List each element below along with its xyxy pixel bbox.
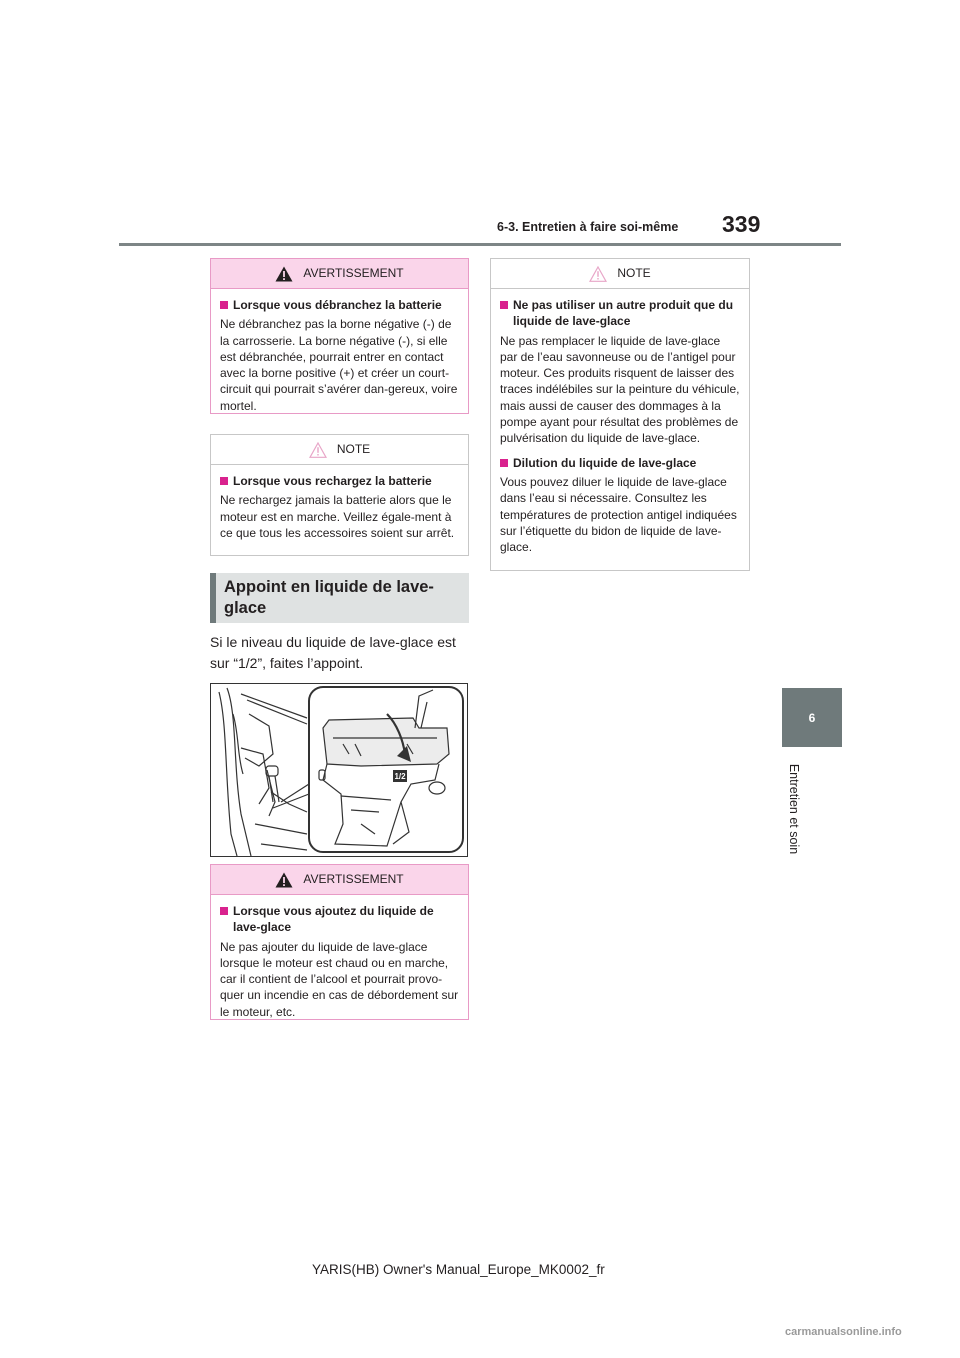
note-item: [500, 297, 740, 447]
watermark-logo: carmanualsonline.info: [785, 1326, 902, 1338]
section-heading: Appoint en liquide de lave-glace: [210, 573, 469, 623]
page-number: 339: [722, 211, 761, 237]
note-header: [491, 259, 749, 289]
note-item: [500, 455, 740, 556]
note-subheading-text: Lorsque vous rechargez la batterie: [233, 474, 432, 488]
warning-triangle-icon: [275, 266, 293, 282]
header-divider: [119, 243, 841, 246]
header-section-title: 6-3. Entretien à faire soi-même: [497, 220, 679, 234]
warning-label: AVERTISSEMENT: [303, 872, 404, 887]
warning-box-washer: [210, 864, 469, 1020]
note-subheading: [220, 473, 459, 489]
square-bullet-icon: [220, 477, 228, 485]
chapter-side-label: [787, 760, 801, 858]
caution-triangle-icon: [309, 442, 327, 458]
engine-bay-drawing: [211, 684, 467, 856]
warning-label: AVERTISSEMENT: [303, 266, 404, 281]
caution-triangle-icon: [589, 266, 607, 282]
note-label: NOTE: [617, 266, 651, 281]
note-subheading: [500, 297, 740, 330]
washer-reservoir-illustration: [210, 683, 468, 857]
square-bullet-icon: [500, 301, 508, 309]
note-subheading: [500, 455, 740, 471]
warning-subheading: [220, 297, 459, 313]
warning-subheading-text: Lorsque vous ajoutez du liquide de lave-glace: [233, 904, 434, 935]
square-bullet-icon: [220, 907, 228, 915]
warning-text: Ne débranchez pas la borne négative (-) de la carrosserie. La borne négative (-), si elle est débranchée, pourrait entrer en contact avec la borne positive (+) et créer un court-circuit qui pourrait s’avérer dan-gereux, voire mortel.: [220, 317, 458, 413]
warning-box-battery: [210, 258, 469, 414]
body-paragraph: Si le niveau du liquide de lave-glace est sur “1/2”, faites l’appoint.: [210, 634, 456, 671]
note-subheading-text: Ne pas utiliser un autre produit que du liquide de lave-glace: [513, 298, 734, 329]
warning-text: Ne pas ajouter du liquide de lave-glace lorsque le moteur est chaud ou en marche, car il contient de l’alcool et pourrait provo-quer un incendie en cas de débordement sur le moteur, etc.: [220, 939, 459, 1019]
footer-manual-id: YARIS(HB) Owner's Manual_Europe_MK0002_fr: [312, 1262, 605, 1277]
chapter-number: 6: [808, 710, 816, 725]
chapter-title: Entretien et soin: [787, 763, 801, 855]
square-bullet-icon: [500, 459, 508, 467]
warning-header: [211, 865, 468, 895]
note-subheading-text: Dilution du liquide de lave-glace: [513, 455, 697, 470]
note-text: Ne rechargez jamais la batterie alors que le moteur est en marche. Veillez égale-ment à ce que tous les accessoires soient sur arrêt.: [220, 493, 455, 540]
square-bullet-icon: [220, 301, 228, 309]
note-header: [211, 435, 468, 465]
note-label: NOTE: [336, 442, 371, 457]
chapter-tab: [782, 688, 842, 747]
note-box-recharge: [210, 434, 469, 556]
warning-header: [211, 259, 468, 289]
note-text: Vous pouvez diluer le liquide de lave-glace dans l’eau si nécessaire. Consultez les températures de protection antigel indiquées sur l’étiquette du bidon de liquide de lave-glace.: [500, 474, 737, 555]
warning-triangle-icon: [275, 872, 293, 888]
level-mark-text: 1/2: [394, 772, 406, 781]
note-box-washer: [490, 258, 750, 571]
note-text: Ne pas remplacer le liquide de lave-glace par de l’eau savonneuse ou de l’antigel pour moteur. Ces produits risquent de laisser des traces indélébiles sur la peinture du véhicule, mais aussi de causer des dommages à la pompe ayant pour résultat des problèmes de pulvérisation du liquide de lave-glace.: [500, 333, 740, 446]
warning-subheading: [220, 903, 459, 936]
warning-subheading-text: Lorsque vous débranchez la batterie: [233, 298, 442, 312]
